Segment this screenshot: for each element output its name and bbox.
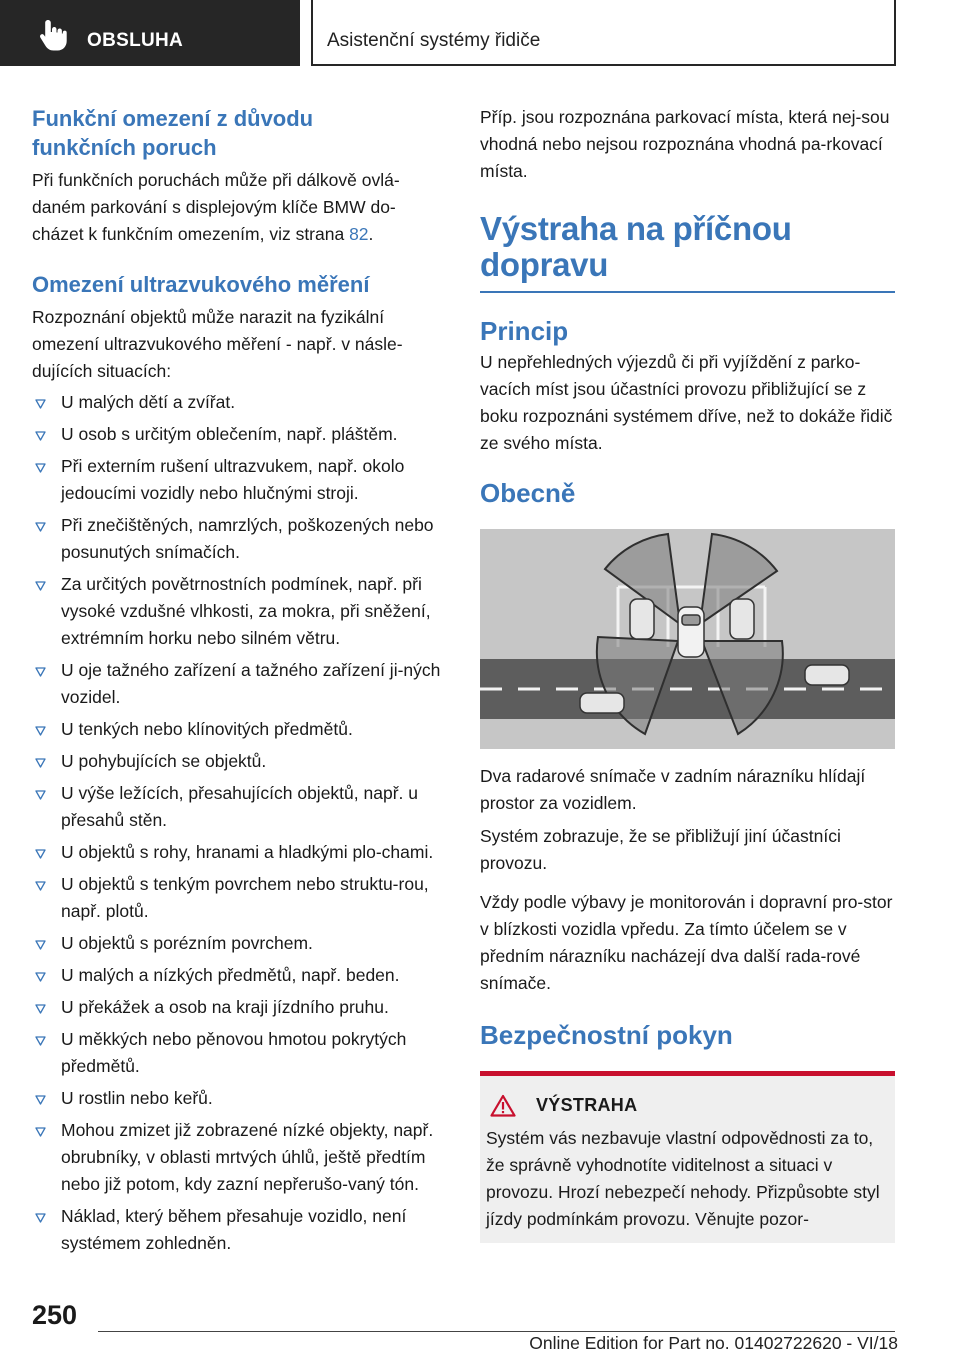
list-item-text: Mohou zmizet již zobrazené nízké objekty, např. obrubníky, v oblasti mrtvých úhlů, ještě předtím nebo již potom, kdy zazní nepřerušo-vaný tón. <box>61 1120 434 1194</box>
heading-principle: Princip <box>480 316 569 346</box>
list-item-text: Za určitých povětrnostních podmínek, např. při vysoké vzdušné vlhkosti, za mokra, při sněžení, extrémním horku nebo silném větru. <box>61 574 431 648</box>
bullet-triangle-icon <box>35 849 46 859</box>
bullet-triangle-icon <box>35 1036 46 1046</box>
main-heading <box>480 211 895 283</box>
bullet-triangle-icon <box>35 581 46 591</box>
list-item <box>32 453 442 507</box>
bullet-triangle-icon <box>35 1213 46 1223</box>
list-item <box>32 1085 442 1112</box>
list-item <box>32 1117 442 1198</box>
list-item-text: U měkkých nebo pěnovou hmotou pokrytých předmětů. <box>61 1029 407 1076</box>
list-item <box>32 571 442 652</box>
list-item-text: U překážek a osob na kraji jízdního pruhu. <box>61 997 389 1017</box>
ultrasonic-limits-text: Rozpoznání objektů může narazit na fyzikální omezení ultrazvukového měření - např. v násle-dujících situacích: <box>32 307 403 381</box>
radar-sensors-text: Dva radarové snímače v zadním nárazníku hlídají prostor za vozidlem. <box>480 766 866 813</box>
functional-limits-text <box>32 167 442 248</box>
list-item-text: U objektů s tenkým povrchem nebo struktu-rou, např. plotů. <box>61 874 429 921</box>
footer-divider <box>98 1331 895 1332</box>
list-item <box>32 1203 442 1257</box>
list-item-text: U osob s určitým oblečením, např. pláštěm. <box>61 424 398 444</box>
front-sensors-text: Vždy podle výbavy je monitorován i dopravní pro-stor v blízkosti vozidla vpředu. Za tímto účelem se v předním nárazníku nacházejí dva další rada-rové snímače. <box>480 892 893 993</box>
list-item <box>32 994 442 1021</box>
list-item-text: U objektů s rohy, hranami a hladkými plo-chami. <box>61 842 434 862</box>
warning-header <box>490 1094 889 1117</box>
left-column <box>32 104 442 1262</box>
list-item <box>32 871 442 925</box>
list-item <box>32 512 442 566</box>
bullet-triangle-icon <box>35 1004 46 1014</box>
bullet-triangle-icon <box>35 758 46 768</box>
heading-line: Výstraha na příčnou <box>480 210 792 247</box>
footer-edition: Online Edition for Part no. 01402722620 - VI/18 <box>529 1333 898 1353</box>
list-item-text: U tenkých nebo klínovitých předmětů. <box>61 719 353 739</box>
page-number: 250 <box>32 1300 78 1330</box>
principle-text: U nepřehledných výjezdů či při vyjíždění z parko-vacích míst jsou účastníci provozu přibližující se z boku rozpoznáni systémem dříve, než to dokáže řidič ze svého místa. <box>480 352 893 453</box>
heading-line: funkčních poruch <box>32 135 217 160</box>
list-item-text: U rostlin nebo keřů. <box>61 1088 213 1108</box>
list-item <box>32 962 442 989</box>
header-chapter-title: Asistenční systémy řidiče <box>327 30 541 51</box>
bullet-triangle-icon <box>35 881 46 891</box>
bullet-triangle-icon <box>35 972 46 982</box>
right-column <box>480 104 895 1243</box>
bullet-triangle-icon <box>35 1127 46 1137</box>
list-item-text: U malých dětí a zvířat. <box>61 392 236 412</box>
list-item-text: U malých a nízkých předmětů, např. beden. <box>61 965 400 985</box>
bullet-triangle-icon <box>35 940 46 950</box>
list-item <box>32 421 442 448</box>
list-item <box>32 780 442 834</box>
hand-pointer-icon <box>38 18 68 52</box>
list-item <box>32 657 442 711</box>
list-item <box>32 389 442 416</box>
list-item-text: Při znečištěných, namrzlých, poškozených nebo posunutých snímačích. <box>61 515 434 562</box>
warning-title: VÝSTRAHA <box>536 1095 638 1115</box>
paragraph-text: Při funkčních poruchách může při dálkově ovlá-daném parkování s displejovým klíče BMW do-cházet k funkčním omezením, viz strana <box>32 170 400 244</box>
bullet-triangle-icon <box>35 522 46 532</box>
warning-box <box>480 1071 895 1243</box>
bullet-triangle-icon <box>35 667 46 677</box>
list-item-text: U pohybujících se objektů. <box>61 751 267 771</box>
approaching-traffic-text: Systém zobrazuje, že se přibližují jiní účastníci provozu. <box>480 826 841 873</box>
header-title-box <box>311 0 896 66</box>
bullet-triangle-icon <box>35 1095 46 1105</box>
heading-ultrasonic-limits: Omezení ultrazvukového měření <box>32 272 370 297</box>
bullet-triangle-icon <box>35 463 46 473</box>
list-item <box>32 716 442 743</box>
list-item-text: U objektů s porézním povrchem. <box>61 933 313 953</box>
cross-traffic-illustration <box>480 529 895 749</box>
list-item <box>32 1026 442 1080</box>
heading-line: dopravu <box>480 246 609 283</box>
situations-list <box>32 389 442 1257</box>
bullet-triangle-icon <box>35 431 46 441</box>
list-item-text: Náklad, který během přesahuje vozidlo, není systémem zohledněn. <box>61 1206 407 1253</box>
heading-functional-limits <box>32 104 442 162</box>
bullet-triangle-icon <box>35 726 46 736</box>
list-item <box>32 839 442 866</box>
parking-intro-text: Příp. jsou rozpoznána parkovací místa, která nej-sou vhodná nebo nejsou rozpoznána vhodná pa-rkovací místa. <box>480 107 890 181</box>
list-item-text: U výše ležících, přesahujících objektů, např. u přesahů stěn. <box>61 783 418 830</box>
heading-general: Obecně <box>480 478 576 508</box>
bullet-triangle-icon <box>35 399 46 409</box>
page-reference-link[interactable]: 82 <box>349 224 369 244</box>
header-section-label: OBSLUHA <box>87 30 184 51</box>
list-item <box>32 748 442 775</box>
paragraph-text: . <box>368 224 374 244</box>
heading-line: Funkční omezení z důvodu <box>32 106 314 131</box>
main-heading-block <box>480 211 895 293</box>
bullet-triangle-icon <box>35 790 46 800</box>
heading-safety-note: Bezpečnostní pokyn <box>480 1020 733 1050</box>
list-item <box>32 930 442 957</box>
warning-triangle-icon <box>490 1094 516 1117</box>
list-item-text: Při externím rušení ultrazvukem, např. okolo jedoucími vozidly nebo hlučnými stroji. <box>61 456 405 503</box>
warning-text: Systém vás nezbavuje vlastní odpovědnosti za to, že správně vyhodnotíte viditelnost a situaci v provozu. Hrozí nebezpečí nehody. Přizpůsobte styl jízdy podmínkám provozu. Věnujte pozor- <box>486 1128 880 1229</box>
header-section-tab <box>0 0 300 66</box>
list-item-text: U oje tažného zařízení a tažného zařízení ji-ných vozidel. <box>61 660 441 707</box>
